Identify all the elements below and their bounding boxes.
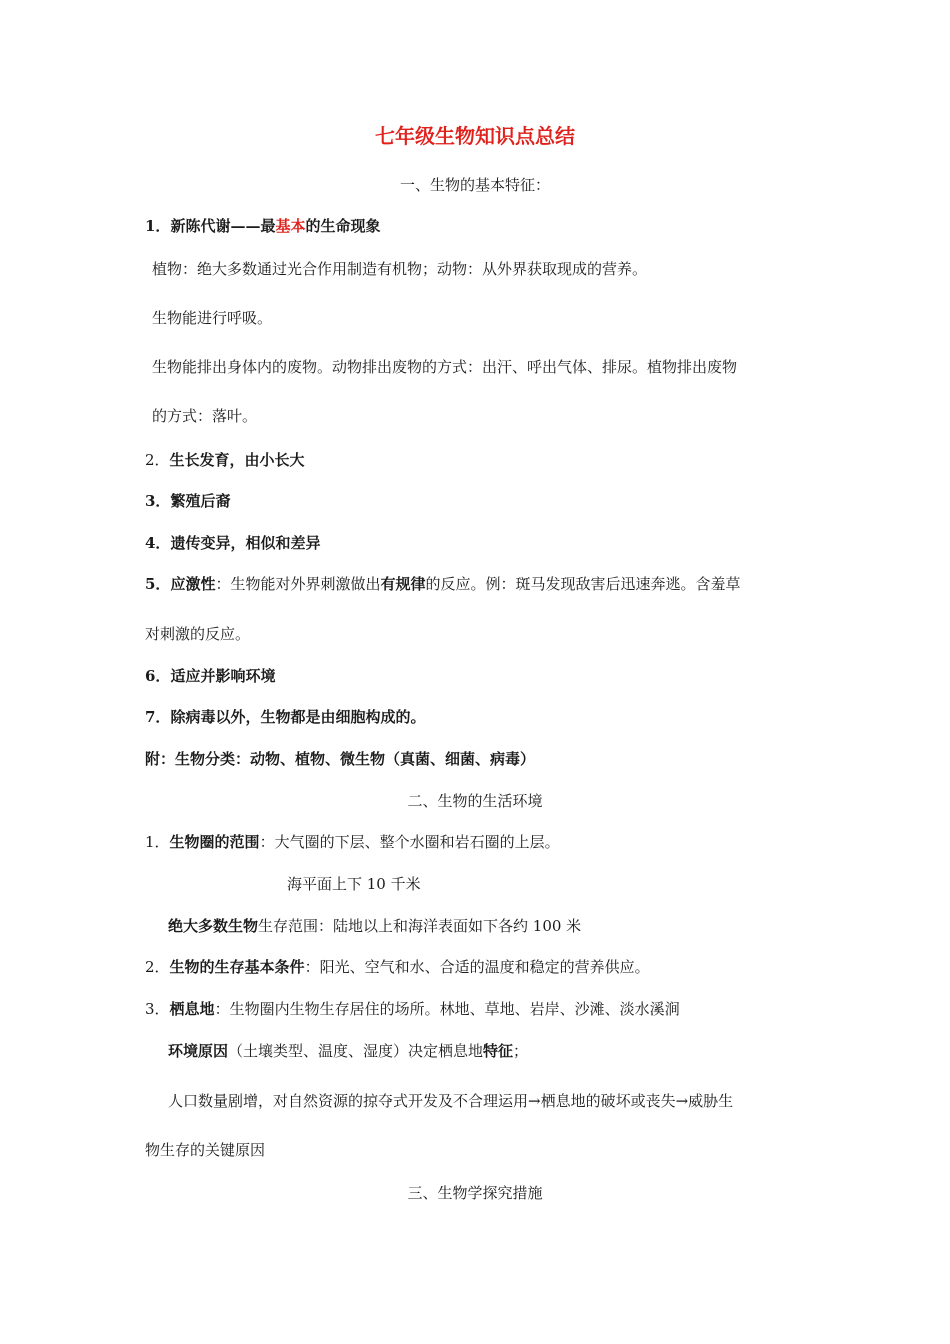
document-title: 七年级生物知识点总结 bbox=[375, 124, 575, 148]
s1-item3: 3．繁殖后裔 bbox=[145, 492, 231, 510]
s1-item5: 5．应激性：生物能对外界刺激做出有规律的反应。例：斑马发现敌害后迅速奔逃。含羞草 bbox=[145, 575, 741, 593]
s2-item1: 1．生物圈的范围：大气圈的下层、整个水圈和岩石圈的上层。 bbox=[145, 833, 560, 851]
s1-item1-line: 的方式：落叶。 bbox=[152, 407, 258, 425]
s2-population-line2: 物生存的关键原因 bbox=[145, 1141, 266, 1159]
s1-item7: 7．除病毒以外，生物都是由细胞构成的。 bbox=[145, 708, 426, 726]
s2-item3: 3．栖息地：生物圈内生物生存居住的场所。林地、草地、岩岸、沙滩、淡水溪涧 bbox=[145, 1000, 680, 1018]
s2-population: 人口数量剧增，对自然资源的掠夺式开发及不合理运用→栖息地的破坏或丧失→威胁生 bbox=[168, 1092, 734, 1110]
s1-appendix: 附：生物分类：动物、植物、微生物（真菌、细菌、病毒） bbox=[145, 750, 536, 768]
emphasis-basic: 基本 bbox=[275, 217, 306, 235]
s1-item1-line: 植物：绝大多数通过光合作用制造有机物；动物：从外界获取现成的营养。 bbox=[152, 260, 648, 278]
s2-env: 环境原因（土壤类型、温度、湿度）决定栖息地特征； bbox=[168, 1042, 529, 1060]
s1-item1: 1．新陈代谢——最基本的生命现象 bbox=[145, 217, 381, 235]
s1-item5-line2: 对刺激的反应。 bbox=[145, 625, 251, 643]
section2-heading: 二、生物的生活环境 bbox=[407, 792, 543, 810]
s2-item1-sub: 海平面上下 10 千米 bbox=[287, 875, 421, 893]
s1-item1-line: 生物能进行呼吸。 bbox=[152, 309, 273, 327]
section1-heading: 一、生物的基本特征： bbox=[399, 176, 550, 194]
s2-item2: 2．生物的生存基本条件：阳光、空气和水、合适的温度和稳定的营养供应。 bbox=[145, 958, 650, 976]
s1-item2: 2．生长发育，由小长大 bbox=[145, 451, 305, 469]
section3-heading: 三、生物学探究措施 bbox=[407, 1184, 543, 1202]
s1-item1-line: 生物能排出身体内的废物。动物排出废物的方式：出汗、呼出气体、排尿。植物排出废物 bbox=[152, 358, 738, 376]
s2-majority: 绝大多数生物生存范围：陆地以上和海洋表面如下各约 100 米 bbox=[168, 917, 582, 935]
s1-item6: 6．适应并影响环境 bbox=[145, 667, 276, 685]
s1-item4: 4．遗传变异，相似和差异 bbox=[145, 534, 321, 552]
